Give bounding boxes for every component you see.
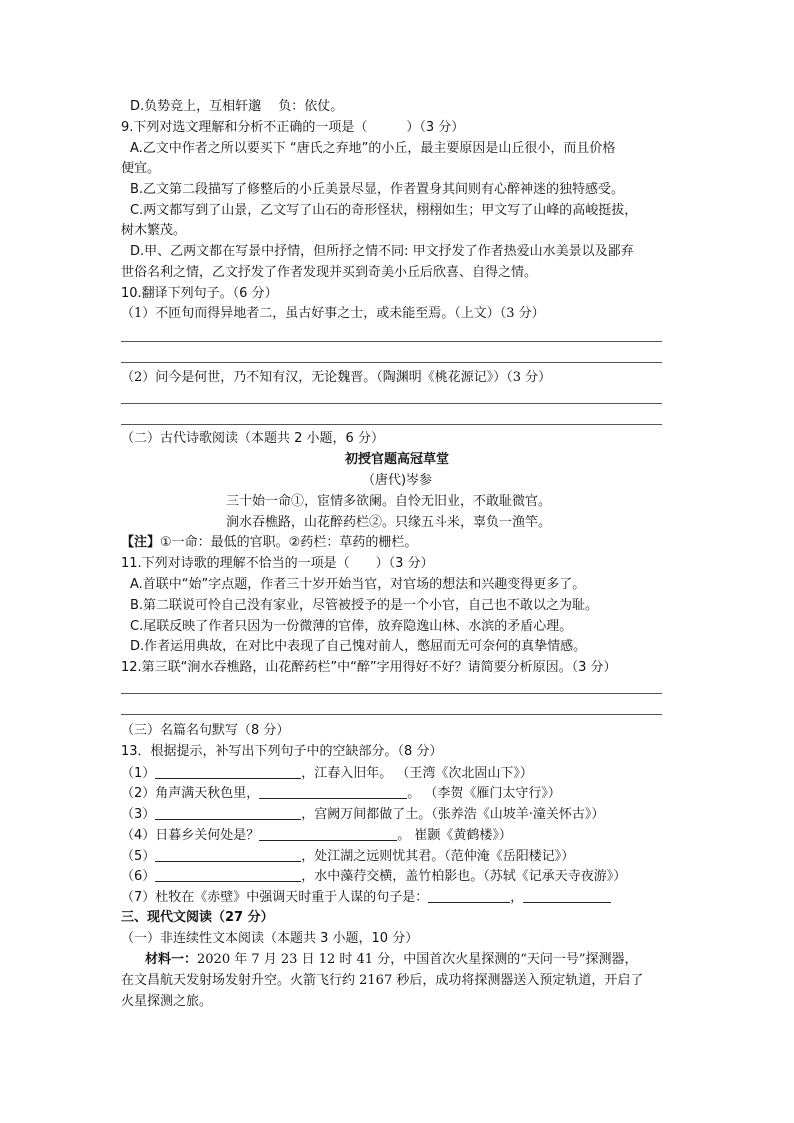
item-text: ，处江湖之远则忧其君。（范仲淹《岳阳楼记》） — [301, 849, 575, 864]
q9-option-c: C.两文都写到了山景，乙文写了山石的奇形怪状，栩栩如生；甲文写了山峰的高峻挺拔， — [130, 203, 638, 218]
q10-answer-line-2a[interactable] — [121, 403, 662, 404]
item-text-after: 。 （李贺《雁门太守行》） — [407, 786, 561, 801]
item-text: （4）日暮乡关何处是？ — [121, 828, 260, 843]
poem-title: 初授官题高冠草堂 — [344, 452, 449, 467]
q11-stem: 11.下列对诗歌的理解不恰当的一项是（ ）（3 分） — [121, 556, 434, 571]
q9-option-d-cont: 世俗名利之情，乙文抒发了作者发现并买到奇美小丘后欣喜、自得之情。 — [121, 265, 538, 280]
q11-option-c: C.尾联反映了作者只因为一份微薄的官俸，放弃隐逸山林、水滨的矛盾心理。 — [130, 619, 573, 634]
q11-option-d: D.作者运用典故，在对比中表现了自己愧对前人，憋屈而无可奈何的真挚情感。 — [130, 639, 587, 654]
q9-option-c-cont: 树木繁茂。 — [121, 223, 187, 238]
q10-sentence-2: （2）问今是何世，乃不知有汉，无论魏晋。（陶渊明《桃花源记》）（3 分） — [121, 370, 552, 385]
poem-line-1: 三十始一命①，宦情多欲阑。自怜无旧业，不敢耻微官。 — [226, 494, 552, 509]
q10-sentence-1: （1）不匝旬而得异地者二，虽古好事之士，或未能至焉。（上文）（3 分） — [121, 306, 545, 321]
part-3-sub-1: （一）非连续性文本阅读（本题共 3 小题，10 分） — [121, 931, 419, 946]
fill-blank-7b[interactable] — [523, 888, 611, 903]
poem-author: （唐代)岑参 — [361, 473, 433, 488]
item-text: ，江春入旧年。 （王湾《次北固山下》） — [301, 766, 533, 781]
q9-option-a: A.乙文中作者之所以要买下 “唐氏之弃地”的小丘，最主要原因是山丘很小，而且价格 — [130, 141, 616, 156]
q9-stem: 9.下列对选文理解和分析不正确的一项是（ ）（3 分） — [121, 120, 465, 135]
q10-stem: 10.翻译下列句子。（6 分） — [121, 286, 278, 301]
q10-answer-line-1a[interactable] — [121, 341, 662, 342]
q10-answer-line-2b[interactable] — [121, 424, 662, 425]
q9-option-b: B.乙文第二段描写了修整后的小丘美景尽显，作者置身其间则有心醉神迷的独特感受。 — [130, 182, 625, 197]
q13-item-3 — [121, 805, 604, 824]
fill-blank-7a[interactable] — [428, 888, 510, 903]
poem-note — [121, 534, 417, 552]
material-1-text: 2020 年 7 月 23 日 12 时 41 分，中国首次火星探测的“天问一号”探测器， — [197, 952, 638, 967]
fill-blank-3[interactable] — [155, 805, 301, 820]
material-1-label: 材料一： — [145, 952, 198, 967]
section-2-heading: （二）古代诗歌阅读（本题共 2 小题，6 分） — [121, 431, 384, 446]
fill-blank-5[interactable] — [155, 847, 301, 862]
note-label: 【注】 — [121, 535, 161, 550]
q13-item-6 — [121, 867, 626, 886]
part-3-heading: 三、现代文阅读（27 分） — [121, 910, 274, 925]
item-number: （6） — [121, 869, 156, 884]
q13-item-5 — [121, 847, 574, 866]
fill-blank-6[interactable] — [155, 867, 301, 882]
material-1-line-1 — [121, 951, 637, 969]
note-text: ①一命：最低的官职。②药栏：草药的栅栏。 — [160, 535, 418, 550]
q13-item-1 — [121, 764, 533, 783]
item-number: （5） — [121, 849, 156, 864]
q12-stem: 12.第三联“涧水吞樵路，山花醉药栏”中“醉”字用得好不好？请简要分析原因。（3 分） — [121, 660, 617, 675]
item-text: ，宫阙万间都做了土。（张养浩《山坡羊·潼关怀古》） — [301, 807, 605, 822]
fill-blank-2[interactable] — [259, 784, 407, 799]
poem-line-2: 涧水吞樵路，山花醉药栏②。只缘五斗米，辜负一渔竿。 — [226, 515, 552, 530]
item-number: （1） — [121, 766, 156, 781]
fill-blank-1[interactable] — [155, 764, 301, 779]
q11-option-b: B.第二联说可怜自己没有家业，尽管被授予的是一个小官，自己也不敢以之为耻。 — [130, 598, 599, 613]
material-1-line-3: 火星探测之旅。 — [121, 994, 213, 1009]
q8-option-d: D.负势竞上，互相轩邈 负：依仗。 — [130, 99, 344, 114]
q11-option-a: A.首联中“始”字点题，作者三十岁开始当官，对官场的想法和兴趣变得更多了。 — [130, 577, 586, 592]
item-text: （7）杜牧在《赤壁》中强调天时重于人谋的句子是： — [121, 890, 429, 905]
item-text: （2）角声满天秋色里， — [121, 786, 260, 801]
q9-option-a-cont: 便宜。 — [121, 161, 161, 176]
item-text: ，水中藻荇交横，盖竹柏影也。（苏轼《记承天寺夜游》） — [301, 869, 627, 884]
q13-item-2 — [121, 784, 561, 803]
q13-item-7 — [121, 888, 611, 907]
fill-blank-4[interactable] — [259, 826, 397, 841]
item-text-after: 。 崔颢《黄鹤楼》） — [397, 828, 512, 843]
material-1-line-2: 在文昌航天发射场发射升空。火箭飞行约 2167 秒后，成功将探测器送入预定轨道，开启了 — [121, 973, 644, 988]
q10-answer-line-1b[interactable] — [121, 362, 662, 363]
item-text-mid: ， — [510, 890, 524, 905]
q12-answer-line-1[interactable] — [121, 693, 662, 694]
q12-answer-line-2[interactable] — [121, 714, 662, 715]
q13-stem: 13．根据提示，补写出下列句子中的空缺部分。（8 分） — [121, 744, 443, 759]
q13-item-4 — [121, 826, 512, 845]
section-3-heading: （三）名篇名句默写（8 分） — [121, 723, 290, 738]
q9-option-d: D.甲、乙两文都在写景中抒情，但所抒之情不同: 甲文抒发了作者热爱山水美景以及鄙弃 — [130, 244, 634, 259]
item-number: （3） — [121, 807, 156, 822]
